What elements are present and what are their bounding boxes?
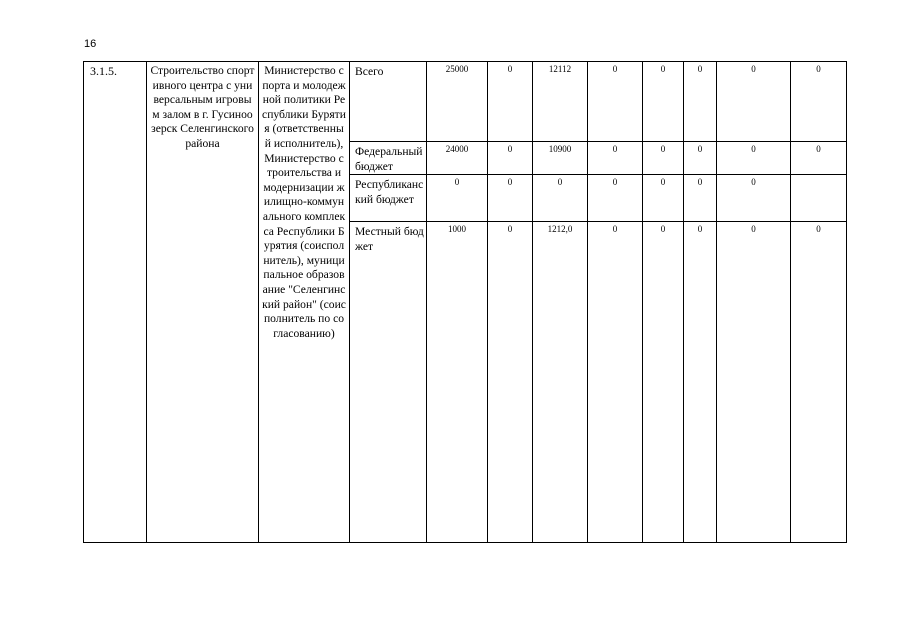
funding-value: 12112 [533,62,588,142]
funding-source: Местный бюджет [350,222,427,543]
funding-value: 0 [488,62,533,142]
funding-value: 0 [684,175,717,222]
budget-table [83,61,847,543]
funding-value: 0 [684,222,717,543]
funding-value: 0 [717,175,791,222]
funding-value: 0 [588,175,643,222]
funding-value: 0 [488,222,533,543]
funding-value: 0 [488,175,533,222]
funding-value: 0 [588,62,643,142]
funding-value: 0 [643,175,684,222]
funding-value: 0 [643,62,684,142]
funding-value: 1000 [427,222,488,543]
funding-value: 0 [717,222,791,543]
funding-value: 0 [643,142,684,175]
funding-value: 0 [684,62,717,142]
funding-value [791,175,847,222]
funding-value: 0 [717,62,791,142]
funding-source: Федеральный бюджет [350,142,427,175]
funding-value: 0 [533,175,588,222]
measure-code: 3.1.5. [84,62,147,543]
funding-value: 24000 [427,142,488,175]
funding-value: 0 [717,142,791,175]
funding-value: 0 [488,142,533,175]
funding-value: 0 [791,222,847,543]
funding-value: 1212,0 [533,222,588,543]
funding-source: Всего [350,62,427,142]
funding-source: Республиканский бюджет [350,175,427,222]
funding-value: 0 [684,142,717,175]
funding-value: 0 [791,142,847,175]
funding-value: 10900 [533,142,588,175]
funding-value: 0 [427,175,488,222]
funding-value: 0 [588,142,643,175]
table-row-total [84,62,847,142]
funding-value: 0 [588,222,643,543]
funding-value: 0 [643,222,684,543]
funding-value: 25000 [427,62,488,142]
measure-executors: Министерство спорта и молодежной политики Республики Бурятия (ответственный исполнитель), Министерство строительства и модернизации жилищно-коммунального комплекса Республики Бурятия (соисполнитель), муниципальное образование "Селенгинский район" (соисполнитель по согласованию) [259,62,350,543]
funding-value: 0 [791,62,847,142]
page-number: 16 [84,38,97,50]
measure-name: Строительство спортивного центра с универсальным игровым залом в г. Гусиноозерск Селенгинского района [147,62,259,543]
